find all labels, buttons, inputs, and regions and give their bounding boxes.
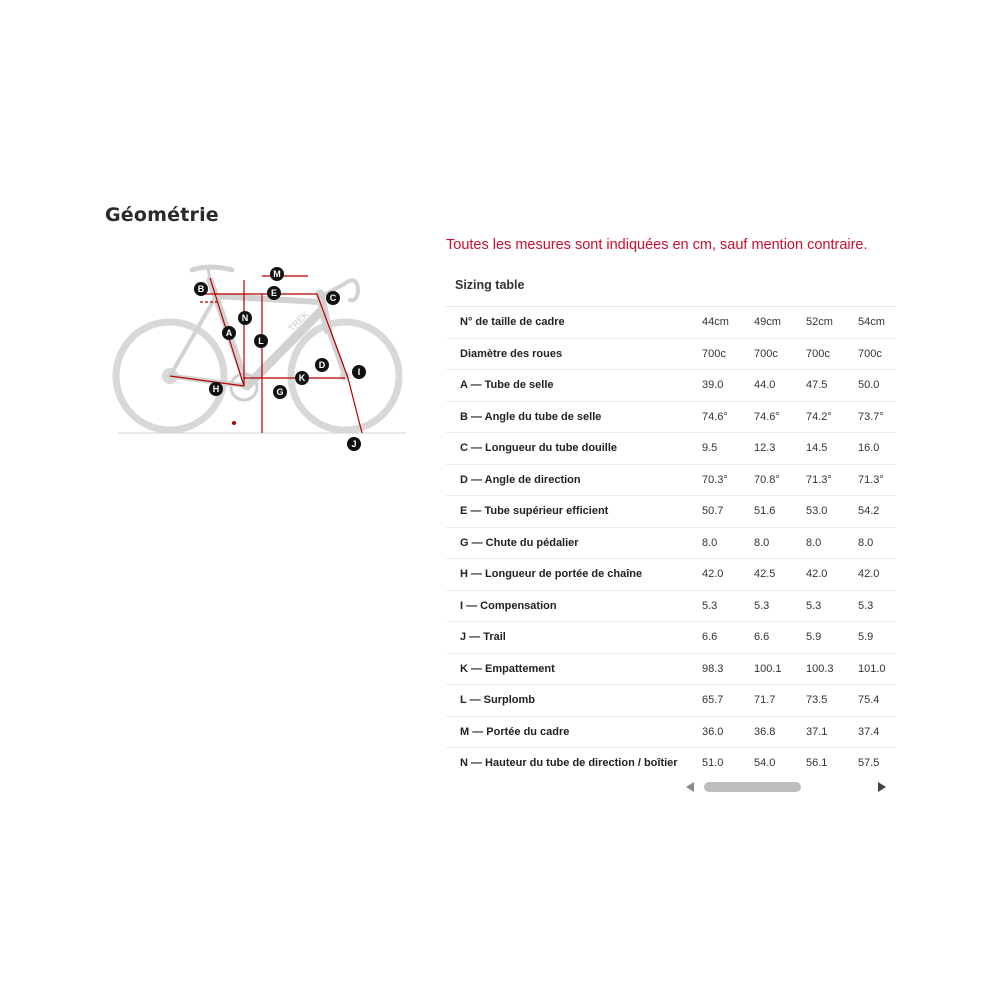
svg-text:J: J (351, 439, 357, 450)
section-title: Géométrie (105, 204, 219, 226)
marker-k (295, 371, 309, 385)
size-value-cell: 42.0 (792, 559, 844, 591)
size-value-cell: 36.0 (688, 716, 740, 748)
marker-m (270, 267, 284, 281)
size-value-cell: 700c (844, 338, 896, 370)
size-value-cell: 71.7 (740, 685, 792, 717)
size-value-cell: 6.6 (688, 622, 740, 654)
size-value-cell: 71.3° (792, 464, 844, 496)
row-label: E — Tube supérieur efficient (446, 496, 688, 528)
svg-text:D: D (318, 360, 326, 371)
row-label: D — Angle de direction (446, 464, 688, 496)
svg-text:I: I (357, 367, 361, 378)
table-row (446, 338, 896, 370)
size-value-cell: 73.7° (844, 401, 896, 433)
size-value-cell: 65.7 (688, 685, 740, 717)
size-value-cell: 57.5 (858, 757, 880, 770)
table-row (446, 622, 896, 654)
row-label: I — Compensation (446, 590, 688, 622)
size-value-cell: 101.0 (844, 653, 896, 685)
size-value-cell: 5.3 (792, 590, 844, 622)
size-value-cell: 44cm (688, 307, 740, 338)
sizing-table (446, 270, 896, 779)
size-value-cell: 8.0 (688, 527, 740, 559)
row-label: H — Longueur de portée de chaîne (446, 559, 688, 591)
svg-text:E: E (270, 288, 278, 299)
table-row (446, 653, 896, 685)
marker-c (326, 291, 340, 305)
marker-n (238, 311, 252, 325)
marker-i (352, 365, 366, 379)
size-value-cell: 44.0 (740, 370, 792, 402)
table-row (446, 716, 896, 748)
size-value-cell: 51.0 (702, 757, 724, 770)
size-value-cell: 74.2° (792, 401, 844, 433)
sizing-table-grid (446, 307, 896, 779)
svg-text:K: K (298, 373, 306, 384)
units-note: Toutes les mesures sont indiquées en cm, sauf mention contraire. (446, 237, 868, 253)
size-value-cell: 70.3° (688, 464, 740, 496)
size-value-cell: 53.0 (792, 496, 844, 528)
table-row (446, 464, 896, 496)
size-value-cell: 42.0 (844, 559, 896, 591)
bottom-bracket-dot (232, 421, 236, 425)
row-label: N° de taille de cadre (446, 307, 688, 338)
size-value-cell: 12.3 (740, 433, 792, 465)
table-row (446, 370, 896, 402)
size-value-cell: 75.4 (844, 685, 896, 717)
frame-brand-text: TREK (286, 309, 311, 334)
row-label: M — Portée du cadre (446, 716, 688, 748)
size-value-cell: 47.5 (792, 370, 844, 402)
size-value-cell: 9.5 (688, 433, 740, 465)
table-row (446, 496, 896, 528)
size-value-cell: 98.3 (688, 653, 740, 685)
marker-j (347, 437, 361, 451)
marker-h (209, 382, 223, 396)
size-value-cell: 54.2 (844, 496, 896, 528)
size-value-cell: 74.6° (740, 401, 792, 433)
scroll-right-arrow-icon[interactable] (878, 782, 886, 792)
size-value-cell: 37.4 (844, 716, 896, 748)
size-value-cell: 50.0 (844, 370, 896, 402)
bike-geometry-diagram (112, 258, 412, 458)
table-row (446, 559, 896, 591)
row-label: G — Chute du pédalier (446, 527, 688, 559)
horizontal-scrollbar[interactable] (684, 780, 888, 794)
marker-b (194, 282, 208, 296)
size-value-cell: 71.3° (844, 464, 896, 496)
table-row (446, 685, 896, 717)
size-value-cell: 8.0 (844, 527, 896, 559)
size-value-cell: 100.3 (792, 653, 844, 685)
svg-text:G: G (276, 387, 284, 398)
size-value-cell: 42.0 (688, 559, 740, 591)
size-value-cell: 700c (792, 338, 844, 370)
row-label: K — Empattement (446, 653, 688, 685)
size-value-cell: 6.6 (740, 622, 792, 654)
svg-text:L: L (258, 336, 264, 347)
table-caption: Sizing table (446, 270, 896, 307)
svg-text:B: B (197, 284, 205, 295)
size-value-cell: 70.8° (740, 464, 792, 496)
svg-text:A: A (225, 328, 233, 339)
marker-d (315, 358, 329, 372)
size-value-cell: 700c (688, 338, 740, 370)
size-value-cell: 5.3 (740, 590, 792, 622)
scroll-left-arrow-icon[interactable] (686, 782, 694, 792)
row-label: Diamètre des roues (446, 338, 688, 370)
table-row (446, 307, 896, 338)
row-label: J — Trail (446, 622, 688, 654)
size-value-cell: 52cm (792, 307, 844, 338)
size-value-cell: 74.6° (688, 401, 740, 433)
size-value-cell: 100.1 (740, 653, 792, 685)
size-value-cell: 54.0 (754, 757, 776, 770)
size-value-cell: 37.1 (792, 716, 844, 748)
row-label: L — Surplomb (446, 685, 688, 717)
marker-a (222, 326, 236, 340)
size-value-cell: 56.1 (806, 757, 828, 770)
size-value-cell: 51.6 (740, 496, 792, 528)
size-value-cell: 8.0 (740, 527, 792, 559)
row-label: C — Longueur du tube douille (446, 433, 688, 465)
sizing-table-body (446, 307, 896, 779)
row-label: A — Tube de selle (446, 370, 688, 402)
row-label: N — Hauteur du tube de direction / boîtier (460, 757, 678, 770)
row-label: B — Angle du tube de selle (446, 401, 688, 433)
svg-text:H: H (212, 384, 220, 395)
size-value-cell: 73.5 (792, 685, 844, 717)
table-row (446, 748, 896, 779)
table-row (446, 527, 896, 559)
table-row (446, 401, 896, 433)
marker-g (273, 385, 287, 399)
size-value-cell: 42.5 (740, 559, 792, 591)
size-value-cell: 5.9 (792, 622, 844, 654)
size-value-cell: 5.3 (844, 590, 896, 622)
table-row (446, 590, 896, 622)
size-value-cell: 39.0 (688, 370, 740, 402)
table-row (446, 433, 896, 465)
size-value-cell: 36.8 (740, 716, 792, 748)
size-value-cell: 16.0 (844, 433, 896, 465)
size-value-cell: 14.5 (792, 433, 844, 465)
marker-l (254, 334, 268, 348)
svg-text:C: C (329, 293, 337, 304)
size-value-cell: 50.7 (688, 496, 740, 528)
size-value-cell: 5.3 (688, 590, 740, 622)
size-value-cell: 8.0 (792, 527, 844, 559)
size-value-cell: 5.9 (844, 622, 896, 654)
svg-text:M: M (273, 269, 281, 280)
scrollbar-thumb[interactable] (704, 782, 801, 792)
size-value-cell: 54cm (844, 307, 896, 338)
svg-text:N: N (241, 313, 249, 324)
size-value-cell: 700c (740, 338, 792, 370)
marker-e (267, 286, 281, 300)
size-value-cell: 49cm (740, 307, 792, 338)
